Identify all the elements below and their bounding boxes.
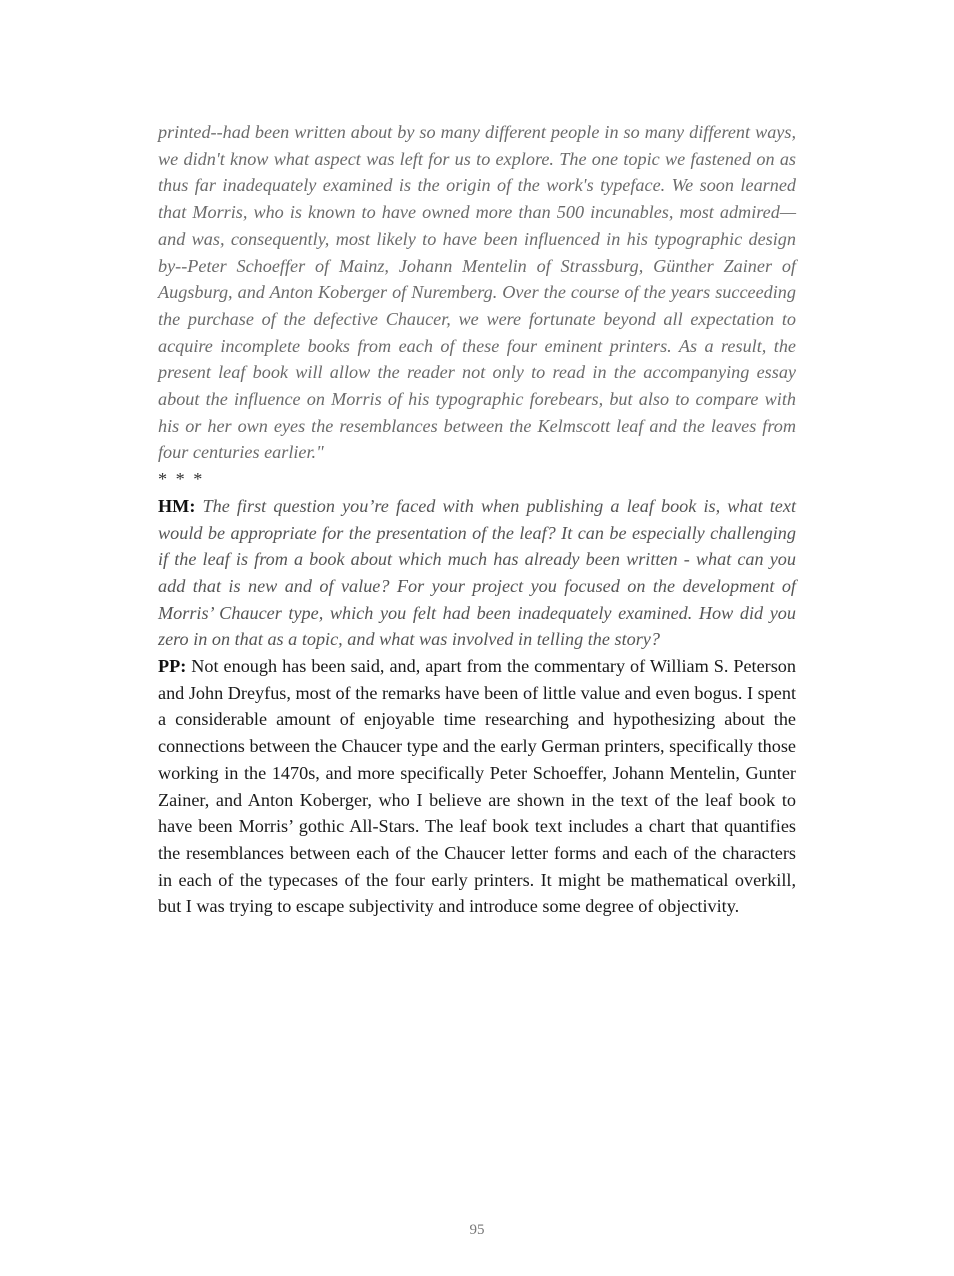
quoted-paragraph: printed--had been written about by so many different people in so many different ways, we didn't know what aspect was left for us to explore. The one topic we fastened on as thus far inadequately examined is the origin of the work's typeface. We soon learned that Morris, who is known to have owned more than 500 incunables, most admired—and was, consequently, most likely to have been influenced in his typographic design by--Peter Schoeffer of Mainz, Johann Mentelin of Strassburg, Günther Zainer of Augsburg, and Anton Koberger of Nuremberg. Over the course of the years succeeding the purchase of the defective Chaucer, we were fortunate beyond all expectation to acquire incomplete books from each of these four eminent printers. As a result, the present leaf book will allow the reader not only to read in the accompanying essay about the influence on Morris of his typographic forebears, but also to compare with his or her own eyes the resemblances between the Kelmscott leaf and the leaves from four centuries earlier." <box>158 122 796 463</box>
page-body <box>158 119 796 920</box>
interview-question <box>158 493 796 653</box>
question-text: The first question you’re faced with when publishing a leaf book is, what text would be appropriate for the presentation of the leaf? It can be especially challenging if the leaf is from a book about which much has already been written - what can you add that is new and of value? For your project you focused on the development of Morris’ Chaucer type, which you felt had been inadequately examined. How did you zero in on that as a topic, and what was involved in telling the story? <box>158 495 796 650</box>
interview-answer <box>158 653 796 920</box>
answer-text: Not enough has been said, and, apart from the commentary of William S. Peterson and John Dreyfus, most of the remarks have been of little value and even bogus. I spent a considerable amount of enjoyable time researching and hypothesizing about the connections between the Chaucer type and the early German printers, specifically those working in the 1470s, and more specifically Peter Schoeffer, Johann Mentelin, Gunter Zainer, and Anton Koberger, who I believe are shown in the text of the leaf book to have been Morris’ gothic All-Stars. The leaf book text includes a chart that quantifies the resemblances between each of the Chaucer letter forms and each of the characters in each of the typecases of the four early printers. It might be mathematical overkill, but I was trying to escape subjectivity and introduce some degree of objectivity. <box>158 656 796 917</box>
question-speaker: HM: <box>158 495 196 516</box>
answer-speaker: PP: <box>158 656 187 677</box>
page-number: 95 <box>469 1222 485 1238</box>
section-separator: * * * <box>158 469 205 490</box>
